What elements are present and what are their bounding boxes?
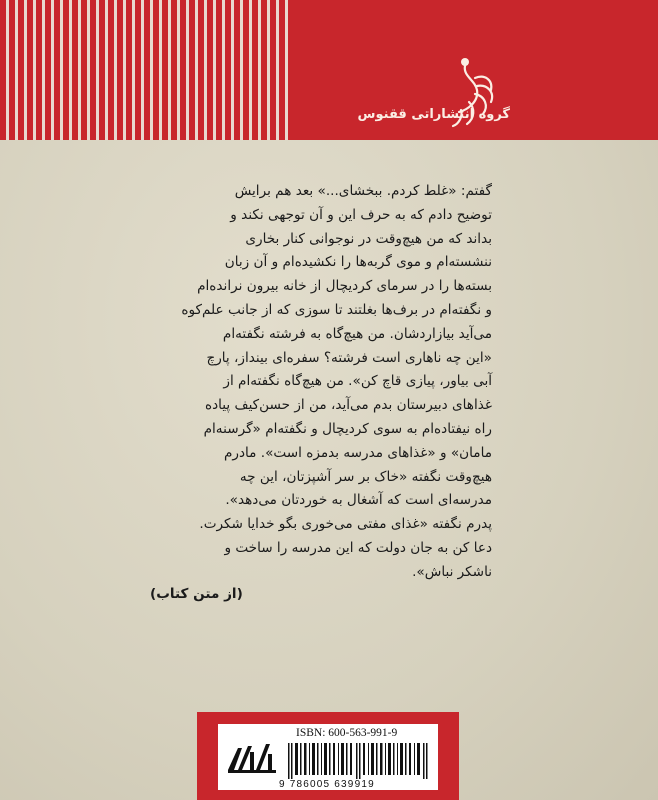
excerpt-line: راه نیفتاده‌ام به سوی کردیچال و نگفته‌ام «گرسنه‌ام: [203, 420, 492, 437]
excerpt-line: دعا کن به جان دولت که این مدرسه را ساخت و: [224, 539, 492, 556]
excerpt-line: مامان» و «غذاهای مدرسه بدمزه است». مادرم: [223, 444, 492, 461]
imprint-logo-icon: [224, 740, 282, 776]
excerpt-line: بسته‌ها را در سرمای کردیچال از خانه بیرون نرانده‌ام: [197, 278, 492, 295]
excerpt-source: (از متن کتاب): [150, 586, 243, 602]
excerpt-line: توضیح دادم که به حرف این و آن توجهی نکند و: [230, 206, 492, 223]
excerpt-line: آبی بیاور، پیازی قاچ کن». من هیچ‌گاه نگفته‌ام از: [223, 373, 492, 390]
excerpt-line: و نگفته‌ام در برف‌ها بغلتند تا سوزی که از جانب علم‌کوه: [181, 301, 492, 318]
excerpt-line: «این چه ناهاری است فرشته؟ سفره‌ای بینداز، پارچ: [206, 349, 492, 366]
excerpt-line: بداند که من هیچ‌وقت در نوجوانی کنار بخاری: [245, 230, 492, 247]
ean-number: 9 786005 639919: [279, 779, 375, 790]
excerpt-line: هیچ‌وقت نگفته «خاک بر سر آشپزتان، این چه: [239, 468, 492, 485]
excerpt-text: [158, 180, 492, 585]
excerpt-line: ناشکر نباش».: [412, 563, 492, 580]
excerpt-line: گفتم: «غلط کردم. ببخشای...» بعد هم برایش: [234, 183, 492, 199]
excerpt-line: پدرم نگفته «غذای مفتی می‌خوری بگو خدایا شکرت.: [199, 516, 492, 533]
barcode-bars: [288, 743, 430, 779]
excerpt-line: غذاهای دبیرستان بدم می‌آید، من از حسن‌کیف پیاده: [204, 397, 492, 414]
excerpt-line: مدرسه‌ای است که آشغال به خوردتان می‌دهد».: [225, 492, 492, 509]
excerpt-line: می‌آید بیازاردشان. من هیچ‌گاه به فرشته نگفته‌ام: [222, 325, 492, 342]
isbn-number: ISBN: 600-563-991-9: [296, 727, 398, 739]
excerpt-line: ننشسته‌ام و موی گربه‌ها را نکشیده‌ام و آن زبان: [224, 254, 492, 271]
publisher-name: گروه انتشاراتی ققنوس: [357, 107, 510, 122]
